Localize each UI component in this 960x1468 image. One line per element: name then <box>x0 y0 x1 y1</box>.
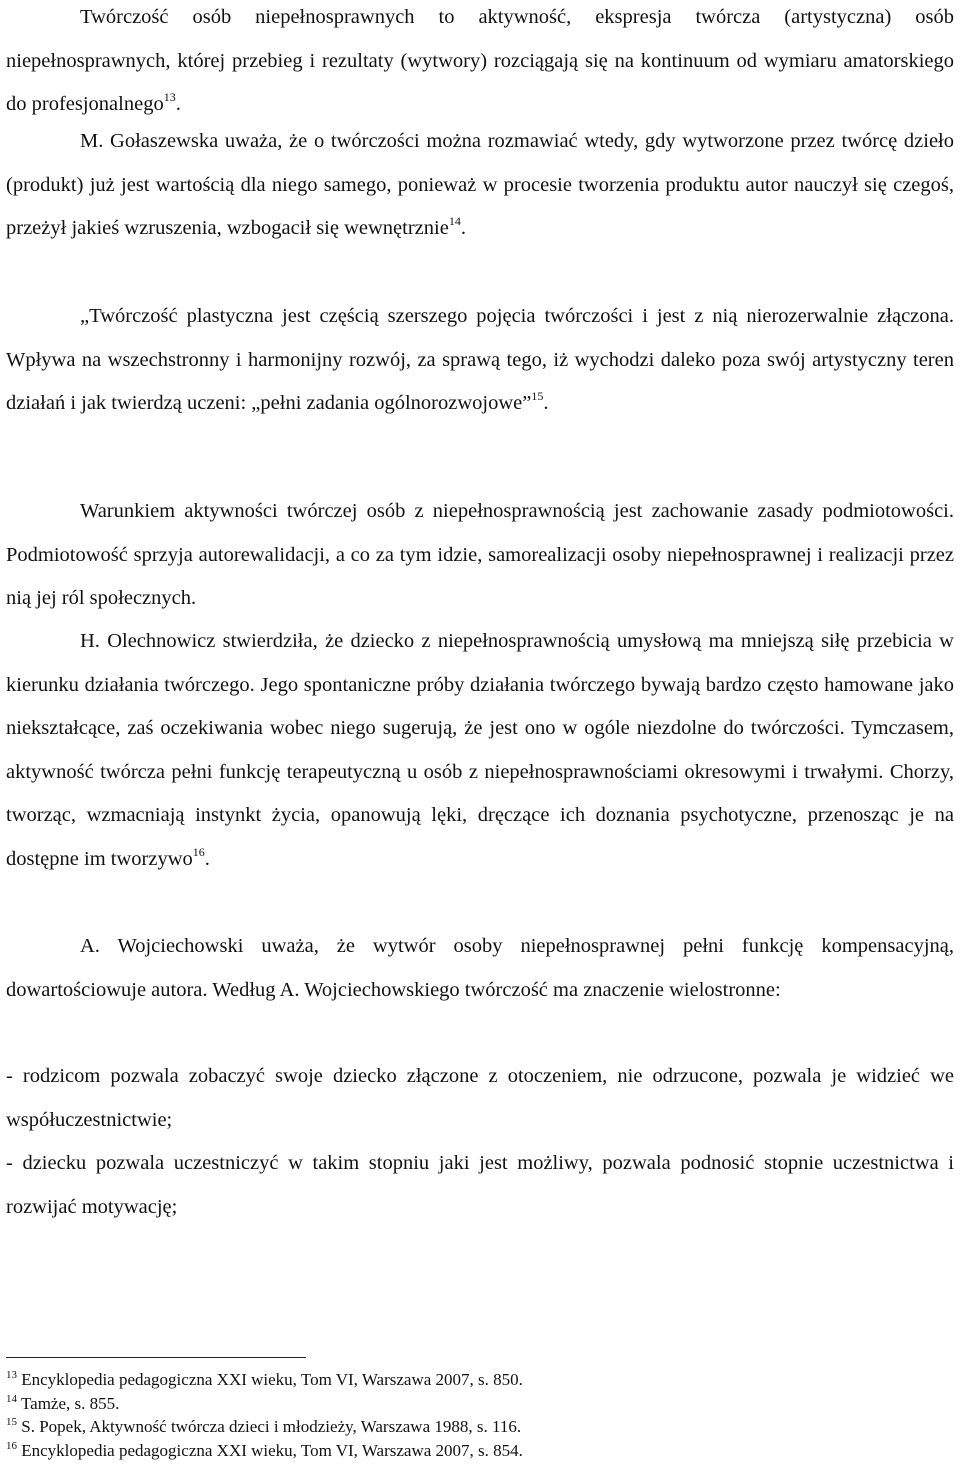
footnote-ref: 15 <box>531 389 544 403</box>
paragraph-text: H. Olechnowicz stwierdziła, że dziecko z niepełnosprawnością umysłową ma mniejszą siłę przebicia w kierunku działania twórczego. Jego spontaniczne próby działania twórczego bywają bardzo często hamowane jako niekształcące, zaś oczekiwania wobec niego sugerują, że jest ono w ogóle niezdolne do twórczości. Tymczasem, aktywność twórcza pełni funkcję terapeutyczną u osób z niepełnosprawnościami okresowymi i trwałymi. Chorzy, tworząc, wzmacniają instynkt życia, opanowują lęki, dręczące ich doznania psychotyczne, przenosząc je na dostępne im tworzywo <box>6 630 954 870</box>
footnote-number: 13 <box>6 1369 17 1381</box>
footnote-separator <box>6 1357 306 1358</box>
paragraph-wojciechowski <box>6 925 954 1012</box>
list-item: - rodzicom pozwala zobaczyć swoje dziecko złączone z otoczeniem, nie odrzucone, pozwala je widzieć we współuczestnictwie; <box>6 1065 954 1131</box>
paragraph-text: „Twórczość plastyczna jest częścią szerszego pojęcia twórczości i jest z nią nierozerwalnie złączona. Wpływa na wszechstronny i harmonijny rozwój, za sprawą tego, iż wychodzi daleko poza swój artystyczny teren działań i jak twierdzą uczeni: „pełni zadania ogólnorozwojowe” <box>6 305 954 414</box>
footnote-text: Encyklopedia pedagogiczna XXI wieku, Tom VI, Warszawa 2007, s. 854. <box>21 1440 523 1460</box>
footnote-number: 16 <box>6 1439 17 1452</box>
footnote <box>6 1439 946 1463</box>
footnote-ref: 14 <box>448 214 461 228</box>
paragraph-text: A. Wojciechowski uważa, że wytwór osoby niepełnosprawnej pełni funkcję kompensacyjną, dowartościowuje autora. Według A. Wojciechowskiego twórczość ma znaczenie wielostronne: <box>6 935 954 1001</box>
footnote-number: 14 <box>6 1392 17 1405</box>
footnote <box>6 1392 946 1416</box>
paragraph-text: M. Gołaszewska uważa, że o twórczości można rozmawiać wtedy, gdy wytworzone przez twórcę dzieło (produkt) już jest wartością dla niego samego, ponieważ w procesie tworzenia produktu autor nauczył się czegoś, przeżył jakieś wzruszenia, wzbogacił się wewnętrznie <box>6 130 954 239</box>
footnote-ref: 16 <box>192 844 205 859</box>
footnotes <box>6 1368 946 1462</box>
footnote-number: 15 <box>6 1416 17 1428</box>
paragraph-olechnowicz: H. Olechnowicz stwierdziła, że dziecko z niepełnosprawnością umysłową ma mniejszą siłę przebicia w kierunku działania twórczego. Jego spontaniczne próby działania twórczego bywają bardzo często hamowane jako niekształcące, zaś oczekiwania wobec niego sugerują, że jest ono w ogóle niezdolne do twórczości. Tymczasem, aktywność twórcza pełni funkcję terapeutyczną u osób z niepełnosprawnościami okresowymi i trwałymi. Chorzy, tworząc, wzmacniają instynkt życia, opanowują lęki, dręczące ich doznania psychotyczne, przenosząc je na dostępne im tworzywo$^{16}$. <box>6 630 954 870</box>
paragraph-subjectivity <box>6 490 954 621</box>
paragraph-plastic-creativity: „Twórczość plastyczna jest częścią szerszego pojęcia twórczości i jest z nią nierozerwalnie złączona. Wpływa na wszechstronny i harmonijny rozwój, za sprawą tego, iż wychodzi daleko poza swój artystyczny teren działań i jak twierdzą uczeni: „pełni zadania ogólnorozwojowe”$^{15}$. <box>6 305 954 414</box>
footnote-ref: 13 <box>163 90 176 104</box>
paragraph-text: Warunkiem aktywności twórczej osób z niepełnosprawnością jest zachowanie zasady podmiotowości. Podmiotowość sprzyja autorewalidacji, a co za tym idzie, samorealizacji osoby niepełnosprawnej i realizacji przez nią jej ról społecznych. <box>6 500 954 609</box>
paragraph-creativity-definition: Twórczość osób niepełnosprawnych to aktywność, ekspresja twórcza (artystyczna) osób niepełnosprawnych, której przebieg i rezultaty (wytwory) rozciągają się na kontinuum od wymiaru amatorskiego do profesjonalnego$^{13}$. <box>6 6 954 115</box>
footnote <box>6 1368 946 1392</box>
list-item: - dziecku pozwala uczestniczyć w takim stopniu jaki jest możliwy, pozwala podnosić stopnie uczestnictwa i rozwijać motywację; <box>6 1152 954 1218</box>
paragraph-golaszewska: M. Gołaszewska uważa, że o twórczości można rozmawiać wtedy, gdy wytworzone przez twórcę dzieło (produkt) już jest wartością dla niego samego, ponieważ w procesie tworzenia produktu autor nauczył się czegoś, przeżył jakieś wzruszenia, wzbogacił się wewnętrznie$^{14}$. <box>6 130 954 239</box>
footnote <box>6 1415 946 1439</box>
footnote-text: Encyklopedia pedagogiczna XXI wieku, Tom VI, Warszawa 2007, s. 850. <box>21 1370 523 1389</box>
paragraph-text: Twórczość osób niepełnosprawnych to aktywność, ekspresja twórcza (artystyczna) osób niepełnosprawnych, której przebieg i rezultaty (wytwory) rozciągają się na kontinuum od wymiaru amatorskiego do profesjonalnego <box>6 6 954 115</box>
footnote-text: Tamże, s. 855. <box>20 1393 120 1413</box>
footnote-text: S. Popek, Aktywność twórcza dzieci i młodzieży, Warszawa 1988, s. 116. <box>21 1417 522 1436</box>
